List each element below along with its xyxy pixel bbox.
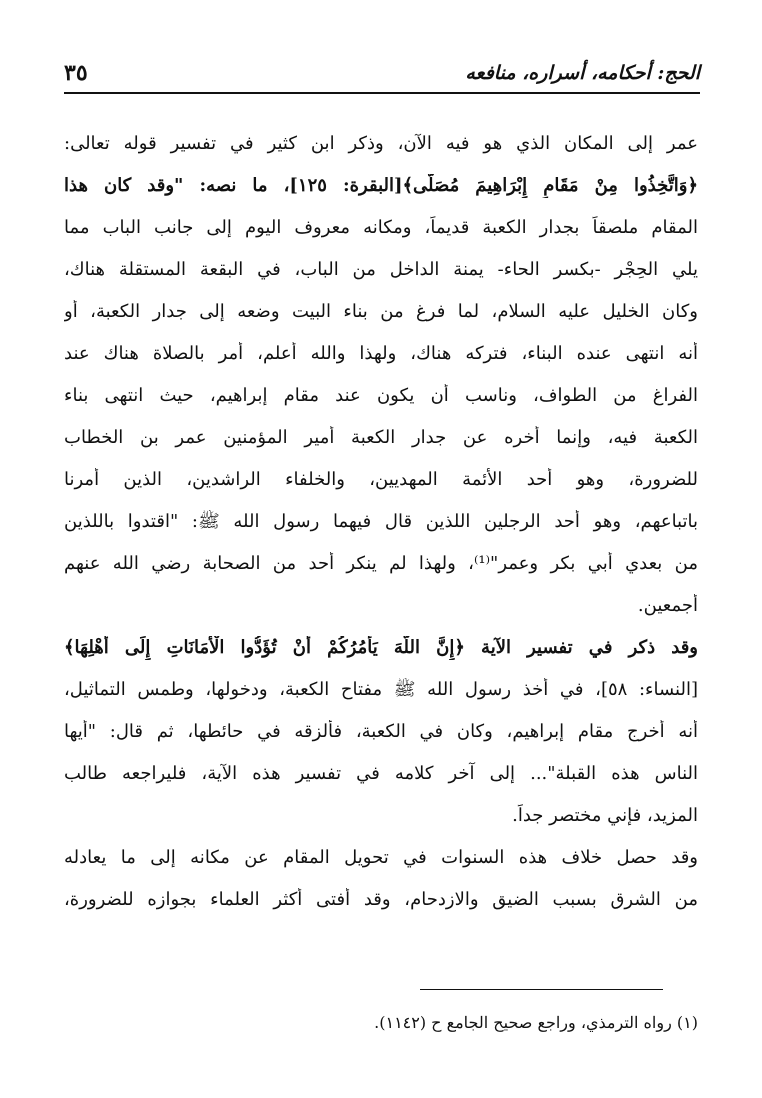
text-line: من بعدي أبي بكر وعمر"⁽¹⁾، ولهذا لم ينكر أحد من الصحابة رضي الله عنهم — [64, 553, 698, 574]
text-line: يلي الحِجْر -بكسر الحاء- يمنة الداخل من الباب، في البقعة المستقلة هناك، — [64, 259, 698, 280]
text-line: أنه انتهى عنده البناء، فتركه هناك، ولهذا والله أعلم، أمر بالصلاة هناك عند — [64, 343, 698, 364]
text-line: المقام ملصقاً بجدار الكعبة قديماً، ومكانه معروف اليوم إلى جانب الباب مما — [64, 217, 698, 238]
quran-verse-line: ﴿وَاتَّخِذُوا مِنْ مَقَامِ إِبْرَاهِيمَ مُصَلًّى﴾[البقرة: ١٢٥]، ما نصه: "وقد كان هذا — [64, 175, 698, 196]
page-header — [64, 62, 700, 94]
text-line: الناس هذه القبلة"... إلى آخر كلامه في تفسير هذه الآية، فليراجعه طالب — [64, 763, 698, 784]
footnote-divider — [420, 989, 663, 990]
text-line: عمر إلى المكان الذي هو فيه الآن، وذكر ابن كثير في تفسير قوله تعالى: — [64, 133, 698, 154]
text-line: من الشرق بسبب الضيق والازدحام، وقد أفتى أكثر العلماء بجوازه للضرورة، — [64, 889, 698, 910]
text-line: وقد حصل خلاف هذه السنوات في تحويل المقام عن مكانه إلى ما يعادله — [64, 847, 698, 868]
text-line: الفراغ من الطواف، وناسب أن يكون عند مقام إبراهيم، حيث انتهى بناء — [64, 385, 698, 406]
text-line: الكعبة فيه، وإنما أخره عن جدار الكعبة أمير المؤمنين عمر بن الخطاب — [64, 427, 698, 448]
text-line: المزيد، فإني مختصر جداً. — [512, 805, 698, 826]
text-line: للضرورة، وهو أحد الأئمة المهديين، والخلفاء الراشدين، الذين أمرنا — [64, 469, 698, 490]
text-line: [النساء: ٥٨]، في أخذ رسول الله ﷺ مفتاح الكعبة، ودخولها، وطمس التماثيل، — [64, 679, 698, 700]
footnote: (١) رواه الترمذي، وراجع صحيح الجامع ح (١١٤٢). — [374, 1013, 698, 1032]
text-line: وكان الخليل عليه السلام، لما فرغ من بناء البيت وضعه إلى جدار الكعبة، أو — [64, 301, 698, 322]
running-title: الحج: أحكامه، أسراره، منافعه — [465, 62, 700, 84]
text-line: أنه أخرج مقام إبراهيم، وكان في الكعبة، فألزقه في حائطها، ثم قال: "أيها — [64, 721, 698, 742]
page-number: ٣٥ — [64, 60, 88, 86]
text-line: باتباعهم، وهو أحد الرجلين اللذين قال فيهما رسول الله ﷺ: "اقتدوا باللذين — [64, 511, 698, 532]
text-line: أجمعين. — [637, 595, 698, 616]
quran-verse-line: وقد ذكر في تفسير الآية ﴿إِنَّ اللَّهَ يَأْمُرُكُمْ أَنْ تُؤَدُّوا الْأَمَانَاتِ إِلَى أَهْلِهَا﴾ — [64, 637, 698, 658]
